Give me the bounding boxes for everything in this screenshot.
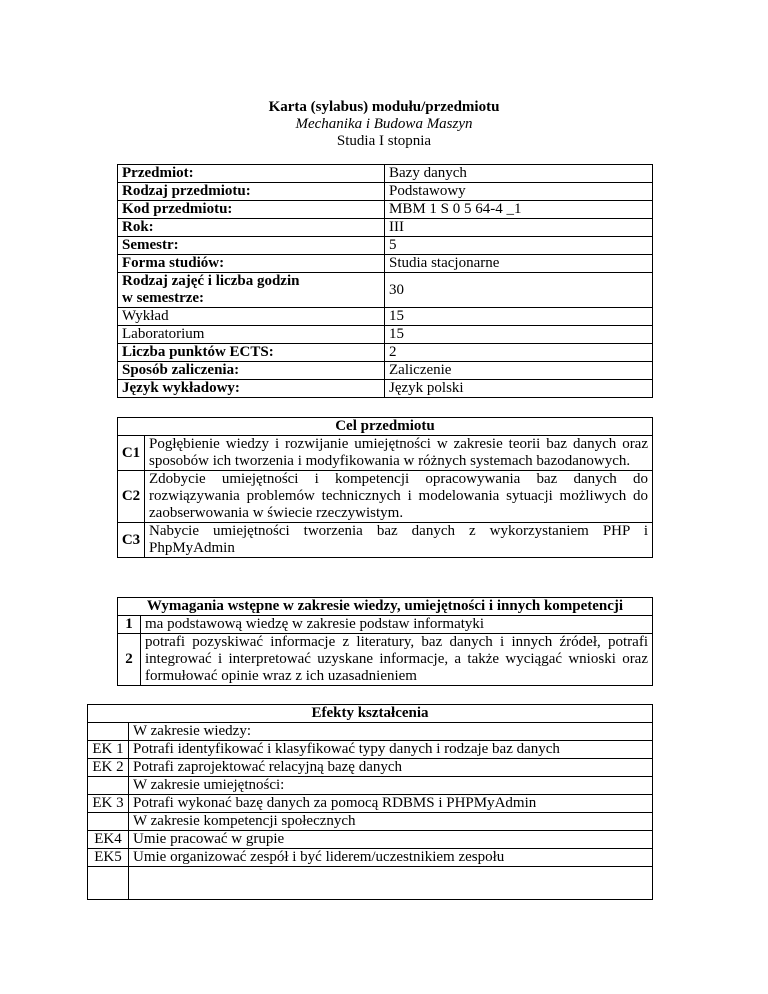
info-row (118, 183, 653, 201)
outcome-code: EK5 (88, 849, 129, 867)
info-value: III (385, 219, 653, 237)
info-value: 2 (385, 344, 653, 362)
info-label: Laboratorium (118, 326, 385, 344)
outcome-text: W zakresie kompetencji społecznych (129, 813, 653, 831)
course-goals-table (117, 417, 653, 558)
info-value: Język polski (385, 380, 653, 398)
prerequisite-row (118, 616, 653, 634)
goal-code: C2 (118, 471, 145, 523)
info-row (118, 308, 653, 326)
field-of-study: Mechanika i Budowa Maszyn (295, 116, 473, 132)
info-label: Semestr: (118, 237, 385, 255)
prerequisite-text: ma podstawową wiedzę w zakresie podstaw informatyki (141, 616, 653, 634)
goal-row (118, 471, 653, 523)
outcome-text (129, 867, 653, 900)
outcome-text: Potrafi wykonać bazę danych za pomocą RDBMS i PHPMyAdmin (129, 795, 653, 813)
prerequisite-code: 1 (118, 616, 141, 634)
outcome-row (88, 759, 653, 777)
info-label: Język wykładowy: (118, 380, 385, 398)
goal-text: Zdobycie umiejętności i kompetencji opracowywania baz danych do rozwiązywania problemów technicznych i modelowania sytuacji możliwych do zaobserwowania w świecie rzeczywistym. (145, 471, 653, 523)
section-title: Efekty kształcenia (88, 705, 653, 723)
info-label: Sposób zaliczenia: (118, 362, 385, 380)
outcome-text: Potrafi identyfikować i klasyfikować typy danych i rodzaje baz danych (129, 741, 653, 759)
section-header-row (88, 705, 653, 723)
prerequisite-code: 2 (118, 634, 141, 686)
prerequisite-text: potrafi pozyskiwać informacje z literatury, baz danych i innych źródeł, potrafi integrować i interpretować uzyskane informacje, a także wyciągać wnioski oraz formułować opinie wraz z ich uzasadnieniem (141, 634, 653, 686)
outcome-code: EK 2 (88, 759, 129, 777)
info-row (118, 326, 653, 344)
goal-code: C3 (118, 523, 145, 558)
outcome-code (88, 813, 129, 831)
outcome-code (88, 867, 129, 900)
info-label: Wykład (118, 308, 385, 326)
info-label: Liczba punktów ECTS: (118, 344, 385, 362)
outcome-row (88, 813, 653, 831)
info-label: Kod przedmiotu: (118, 201, 385, 219)
info-value: Zaliczenie (385, 362, 653, 380)
course-info-table (117, 164, 653, 398)
learning-outcomes-table (87, 704, 653, 900)
info-value: 5 (385, 237, 653, 255)
outcome-row (88, 777, 653, 795)
info-label: Rodzaj zajęć i liczba godzin w semestrze: (118, 273, 385, 308)
outcome-code (88, 723, 129, 741)
outcome-row (88, 741, 653, 759)
outcome-code: EK 3 (88, 795, 129, 813)
info-row (118, 219, 653, 237)
info-row (118, 165, 653, 183)
info-row (118, 362, 653, 380)
goal-row (118, 436, 653, 471)
section-header-row (118, 418, 653, 436)
info-value: Podstawowy (385, 183, 653, 201)
section-title: Wymagania wstępne w zakresie wiedzy, umiejętności i innych kompetencji (118, 598, 653, 616)
info-row (118, 237, 653, 255)
outcome-code (88, 777, 129, 795)
outcome-text: Potrafi zaprojektować relacyjną bazę danych (129, 759, 653, 777)
outcome-row (88, 831, 653, 849)
prerequisites-table (117, 597, 653, 686)
info-row (118, 255, 653, 273)
info-label: Forma studiów: (118, 255, 385, 273)
document-header (0, 99, 768, 150)
info-row (118, 201, 653, 219)
outcome-row (88, 795, 653, 813)
info-value: 15 (385, 308, 653, 326)
goal-code: C1 (118, 436, 145, 471)
info-label: Rodzaj przedmiotu: (118, 183, 385, 201)
outcome-text: Umie organizować zespół i być liderem/uczestnikiem zespołu (129, 849, 653, 867)
outcome-code: EK 1 (88, 741, 129, 759)
section-header-row (118, 598, 653, 616)
outcome-row (88, 849, 653, 867)
outcome-text: W zakresie umiejętności: (129, 777, 653, 795)
section-title: Cel przedmiotu (118, 418, 653, 436)
info-value: Studia stacjonarne (385, 255, 653, 273)
info-row (118, 380, 653, 398)
goal-row (118, 523, 653, 558)
info-row (118, 273, 653, 308)
document-title: Karta (sylabus) modułu/przedmiotu (268, 99, 500, 115)
info-value: 15 (385, 326, 653, 344)
outcome-code: EK4 (88, 831, 129, 849)
info-row (118, 344, 653, 362)
goal-text: Nabycie umiejętności tworzenia baz danych z wykorzystaniem PHP i PhpMyAdmin (145, 523, 653, 558)
info-value: Bazy danych (385, 165, 653, 183)
info-value: 30 (385, 273, 653, 308)
outcome-text: W zakresie wiedzy: (129, 723, 653, 741)
outcome-text: Umie pracować w grupie (129, 831, 653, 849)
outcome-row (88, 723, 653, 741)
info-value: MBM 1 S 0 5 64-4 _1 (385, 201, 653, 219)
info-label: Przedmiot: (118, 165, 385, 183)
study-level: Studia I stopnia (336, 133, 432, 149)
prerequisite-row (118, 634, 653, 686)
info-label: Rok: (118, 219, 385, 237)
empty-outcome-row (88, 867, 653, 900)
goal-text: Pogłębienie wiedzy i rozwijanie umiejętności w zakresie teorii baz danych oraz sposobów ich tworzenia i modyfikowania w różnych systemach bazodanowych. (145, 436, 653, 471)
